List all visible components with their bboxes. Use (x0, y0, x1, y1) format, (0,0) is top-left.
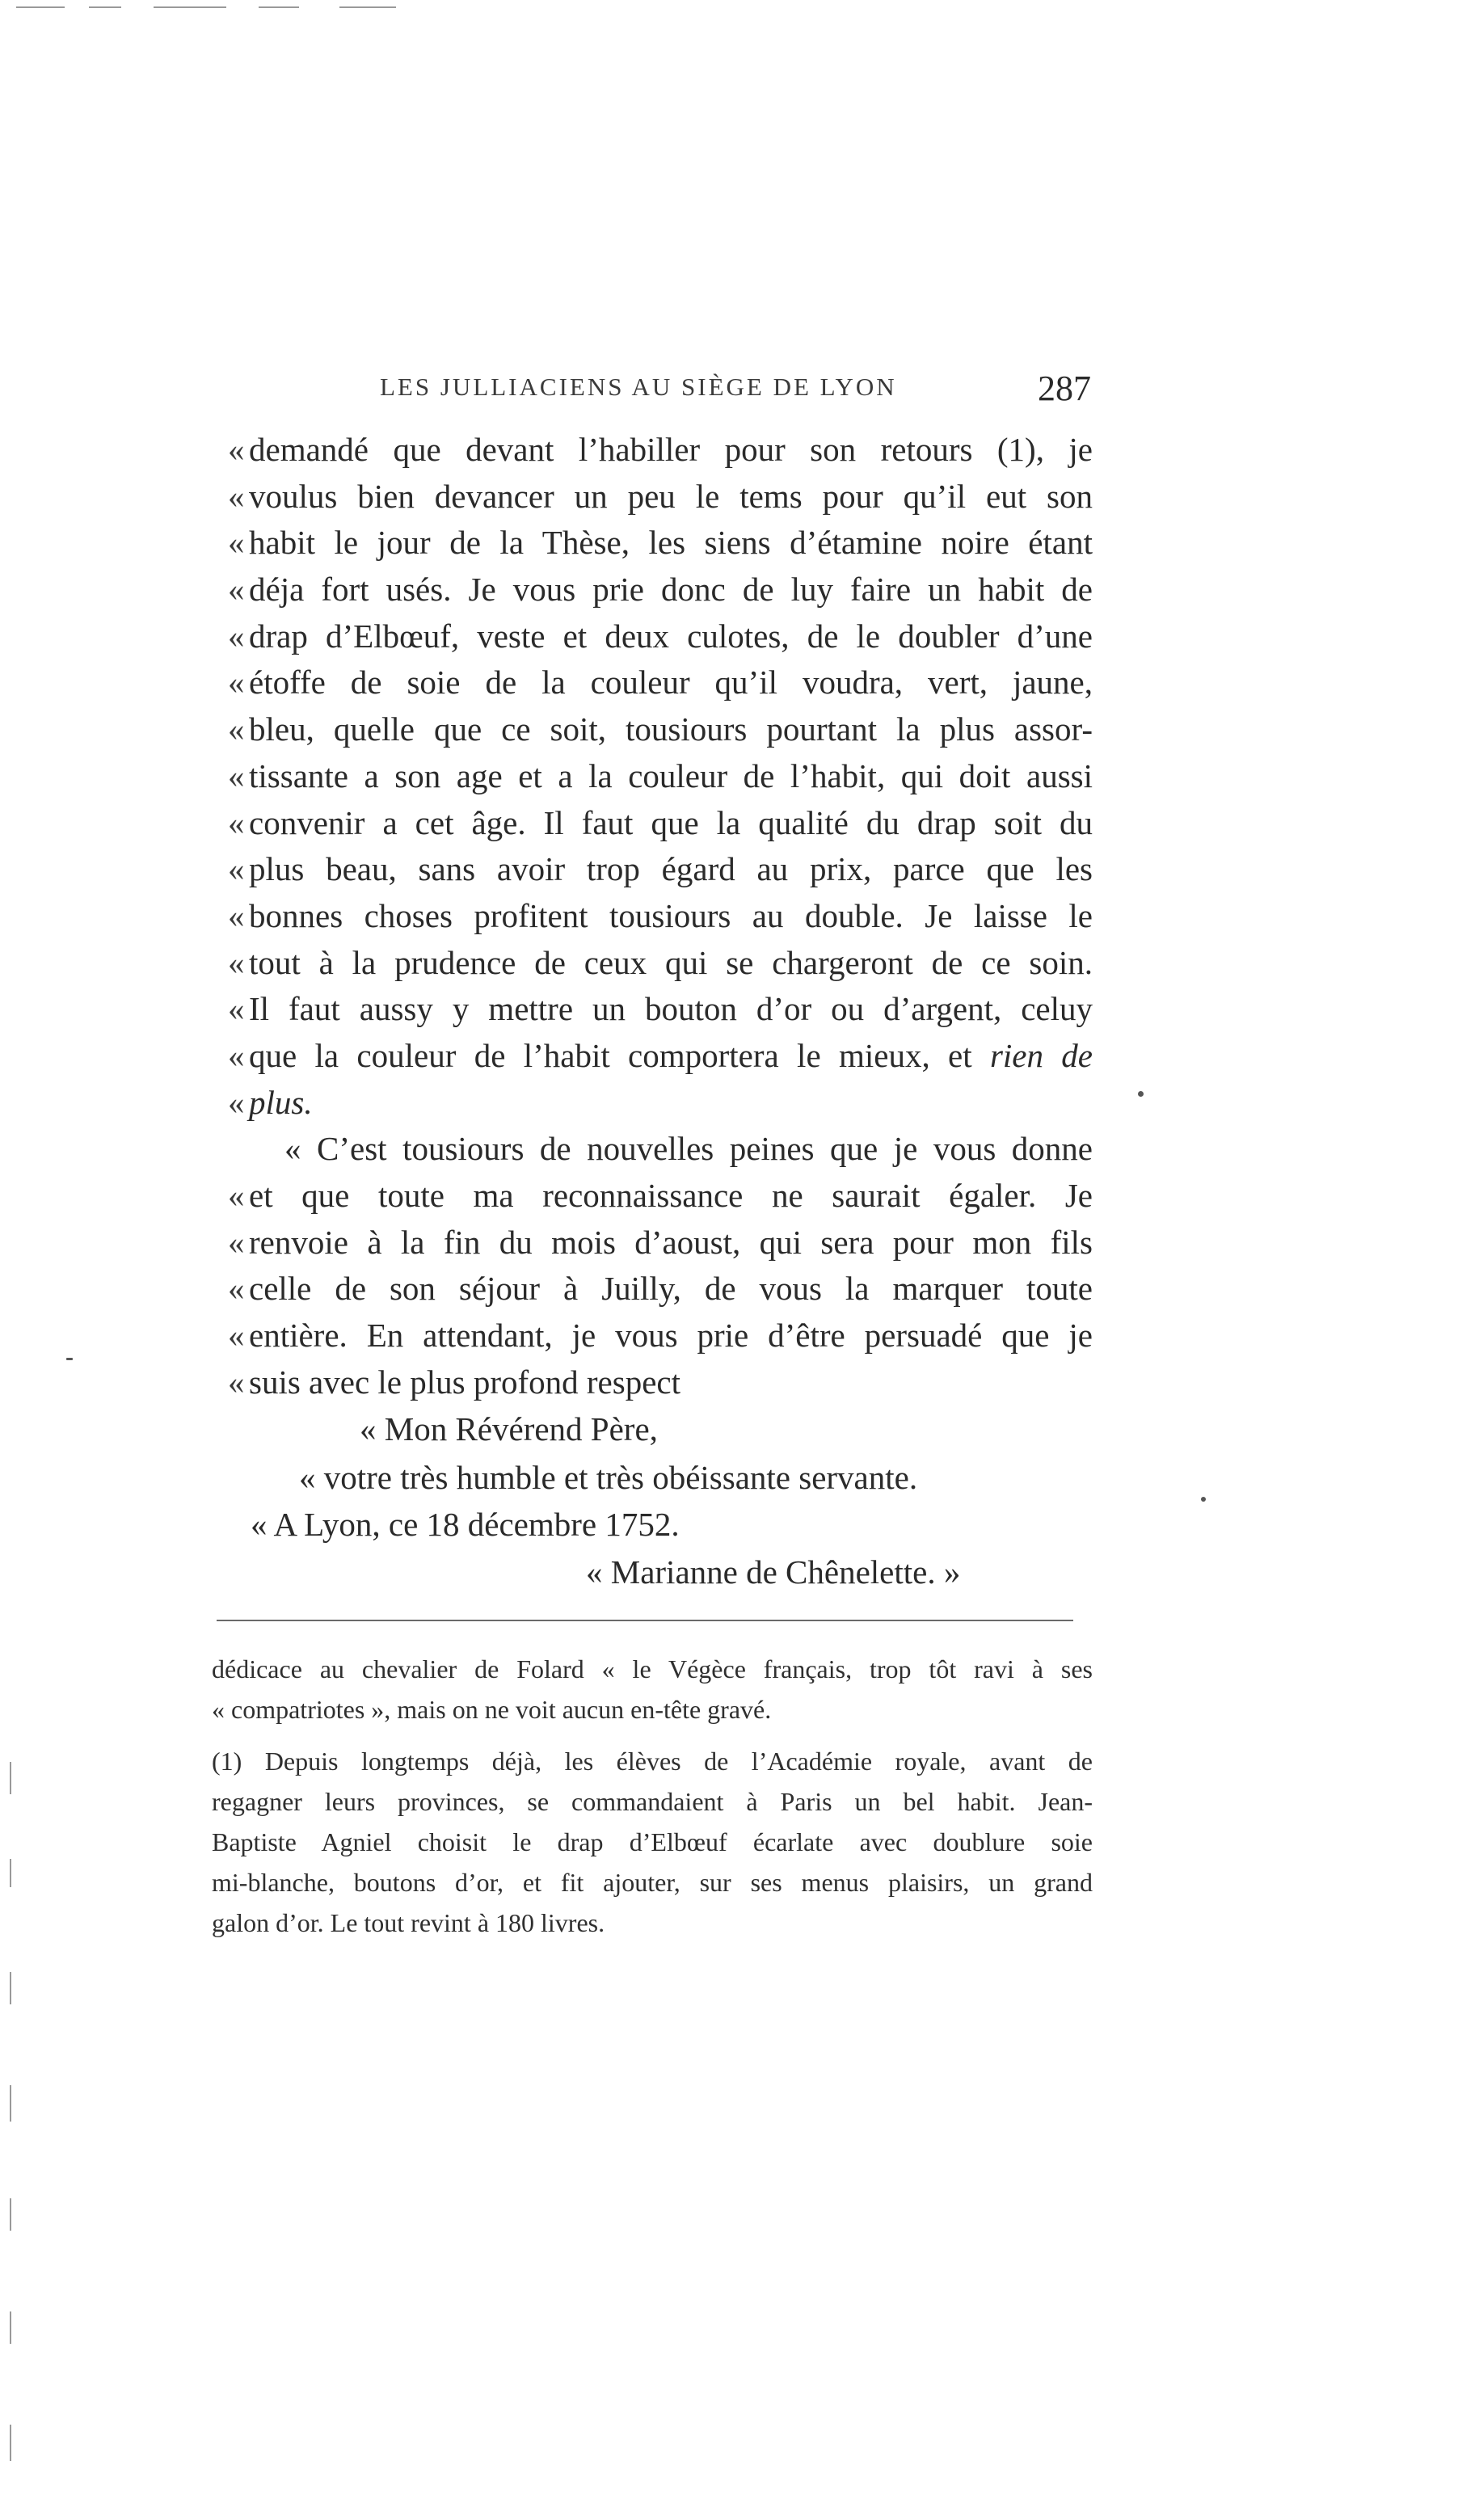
line-text-italic: plus. (249, 1083, 313, 1121)
line-text-roman: entière. En attendant, je vous prie d’être persuadé que je (249, 1317, 1093, 1355)
line-text-roman: tout à la prudence de ceux qui se chargeront de ce soin. (249, 943, 1093, 981)
footnote-line: dédicace au chevalier de Folard « le Végèce français, trop tôt ravi à ses (212, 1654, 1093, 1684)
guillemet-mark: « (228, 1083, 245, 1121)
guillemet-mark: « (228, 431, 245, 468)
letter-body (212, 427, 1093, 1405)
text-line (212, 1173, 1093, 1220)
margin-mark (10, 2425, 11, 2461)
line-text-roman: plus beau, sans avoir trop égard au prix, parce que les (249, 850, 1093, 888)
footnote-line: mi-blanche, boutons d’or, et fit ajouter, sur ses menus plaisirs, un grand (212, 1868, 1093, 1897)
margin-mark (10, 1859, 11, 1887)
margin-mark (10, 1972, 11, 2004)
line-text-roman: déja fort usés. Je vous prie donc de luy faire un habit de (249, 571, 1093, 609)
footnote-line: Baptiste Agniel choisit le drap d’Elbœuf écarlate avec doublure soie (212, 1827, 1093, 1856)
line-text (249, 846, 1093, 893)
salutation: « Mon Révérend Père, (360, 1410, 658, 1448)
guillemet-mark: « (228, 664, 245, 702)
line-text (249, 893, 1093, 940)
text-line (212, 940, 1093, 987)
footnote-divider (217, 1620, 1073, 1621)
text-line (212, 800, 1093, 847)
line-text-roman: suis avec le plus profond respect (249, 1363, 680, 1401)
line-text (249, 986, 1093, 1033)
line-text (249, 800, 1093, 847)
line-text-roman: drap d’Elbœuf, veste et deux culotes, de le doubler d’une (249, 617, 1093, 655)
line-text (249, 659, 1093, 706)
margin-mark (10, 2311, 11, 2344)
text-line (212, 1220, 1093, 1266)
text-line (212, 753, 1093, 800)
ink-speck (66, 1358, 73, 1360)
running-title: LES JULLIACIENS AU SIÈGE DE LYON (380, 373, 897, 401)
text-line (212, 1359, 1093, 1406)
guillemet-mark: « (228, 477, 245, 515)
margin-mark (10, 2085, 11, 2122)
margin-mark (10, 2198, 11, 2231)
line-text (249, 613, 1093, 660)
guillemet-mark: « (228, 1317, 245, 1355)
text-line (212, 474, 1093, 520)
line-text-roman: étoffe de soie de la couleur qu’il voudra, vert, jaune, (249, 664, 1093, 702)
line-text-roman: « C’est tousiours de nouvelles peines que je vous donne (284, 1130, 1093, 1168)
line-text-italic: rien de (989, 1036, 1093, 1074)
line-text-roman: que la couleur de l’habit comportera le mieux, et (249, 1036, 972, 1074)
line-text (249, 706, 1093, 753)
line-text-roman: celle de son séjour à Juilly, de vous la marquer toute (249, 1270, 1093, 1308)
line-text-roman: voulus bien devancer un peu le tems pour qu’il eut son (249, 477, 1093, 515)
line-text-roman: habit le jour de la Thèse, les siens d’étamine noire étant (249, 524, 1093, 562)
text-line (212, 1313, 1093, 1359)
text-line (212, 659, 1093, 706)
line-text-roman: demandé que devant l’habiller pour son retours (1), je (249, 431, 1093, 468)
guillemet-mark: « (228, 803, 245, 841)
text-line (212, 706, 1093, 753)
line-text (249, 520, 1093, 567)
guillemet-mark: « (228, 617, 245, 655)
line-text (249, 753, 1093, 800)
guillemet-mark: « (228, 896, 245, 934)
line-text (249, 1359, 680, 1406)
guillemet-mark: « (228, 571, 245, 609)
line-text (249, 940, 1093, 987)
line-text (249, 567, 1093, 613)
line-text (249, 1313, 1093, 1359)
guillemet-mark: « (228, 1177, 245, 1214)
text-line (212, 567, 1093, 613)
guillemet-mark: « (228, 1363, 245, 1401)
line-text (249, 1266, 1093, 1313)
guillemet-mark: « (228, 990, 245, 1028)
text-line (212, 893, 1093, 940)
scan-edge-noise (0, 0, 436, 18)
text-line (212, 1266, 1093, 1313)
guillemet-mark: « (228, 756, 245, 794)
line-text (249, 427, 1093, 474)
guillemet-mark: « (228, 1036, 245, 1074)
line-text (249, 1033, 1093, 1080)
line-text (249, 1173, 1093, 1220)
line-text-roman: bleu, quelle que ce soit, tousiours pourtant la plus assor- (249, 710, 1093, 748)
running-head (380, 368, 1091, 416)
line-text-roman: convenir a cet âge. Il faut que la qualité du drap soit du (249, 803, 1093, 841)
footnote-line: « compatriotes », mais on ne voit aucun en-tête gravé. (212, 1695, 772, 1724)
text-line (212, 613, 1093, 660)
closing-formula: « votre très humble et très obéissante servante. (299, 1459, 918, 1496)
line-text-roman: Il faut aussy y mettre un bouton d’or ou d’argent, celuy (249, 990, 1093, 1028)
footnote-line: (1) Depuis longtemps déjà, les élèves de l’Académie royale, avant de (212, 1747, 1093, 1776)
guillemet-mark: « (228, 710, 245, 748)
text-line (212, 1033, 1093, 1080)
line-text-roman: renvoie à la fin du mois d’aoust, qui sera pour mon fils (249, 1223, 1093, 1261)
ink-speck (1201, 1497, 1206, 1502)
guillemet-mark: « (228, 524, 245, 562)
line-text-roman: et que toute ma reconnaissance ne saurait égaler. Je (249, 1177, 1093, 1214)
guillemet-mark: « (228, 1223, 245, 1261)
guillemet-mark: « (228, 943, 245, 981)
footnote-line: regagner leurs provinces, se commandaient à Paris un bel habit. Jean- (212, 1787, 1093, 1816)
text-line (212, 1080, 1093, 1127)
footnotes (212, 1649, 1093, 1943)
signature: « Marianne de Chênelette. » (586, 1553, 961, 1591)
footnote-gap (212, 1730, 1093, 1741)
text-line (212, 846, 1093, 893)
line-text (249, 1220, 1093, 1266)
page-number: 287 (1038, 369, 1091, 408)
margin-mark (10, 1762, 11, 1794)
line-text (249, 474, 1093, 520)
guillemet-mark: « (228, 1270, 245, 1308)
text-line (212, 427, 1093, 474)
text-line (212, 1126, 1093, 1173)
footnote-line: galon d’or. Le tout revint à 180 livres. (212, 1908, 605, 1937)
text-line (212, 986, 1093, 1033)
line-text (249, 1080, 313, 1127)
line-text-roman: tissante a son age et a la couleur de l’habit, qui doit aussi (249, 756, 1093, 794)
text-line (212, 520, 1093, 567)
place-and-date: « A Lyon, ce 18 décembre 1752. (251, 1506, 680, 1543)
line-text-roman: bonnes choses profitent tousiours au double. Je laisse le (249, 896, 1093, 934)
guillemet-mark: « (228, 850, 245, 888)
line-text (284, 1126, 1093, 1173)
ink-speck (1138, 1091, 1144, 1097)
